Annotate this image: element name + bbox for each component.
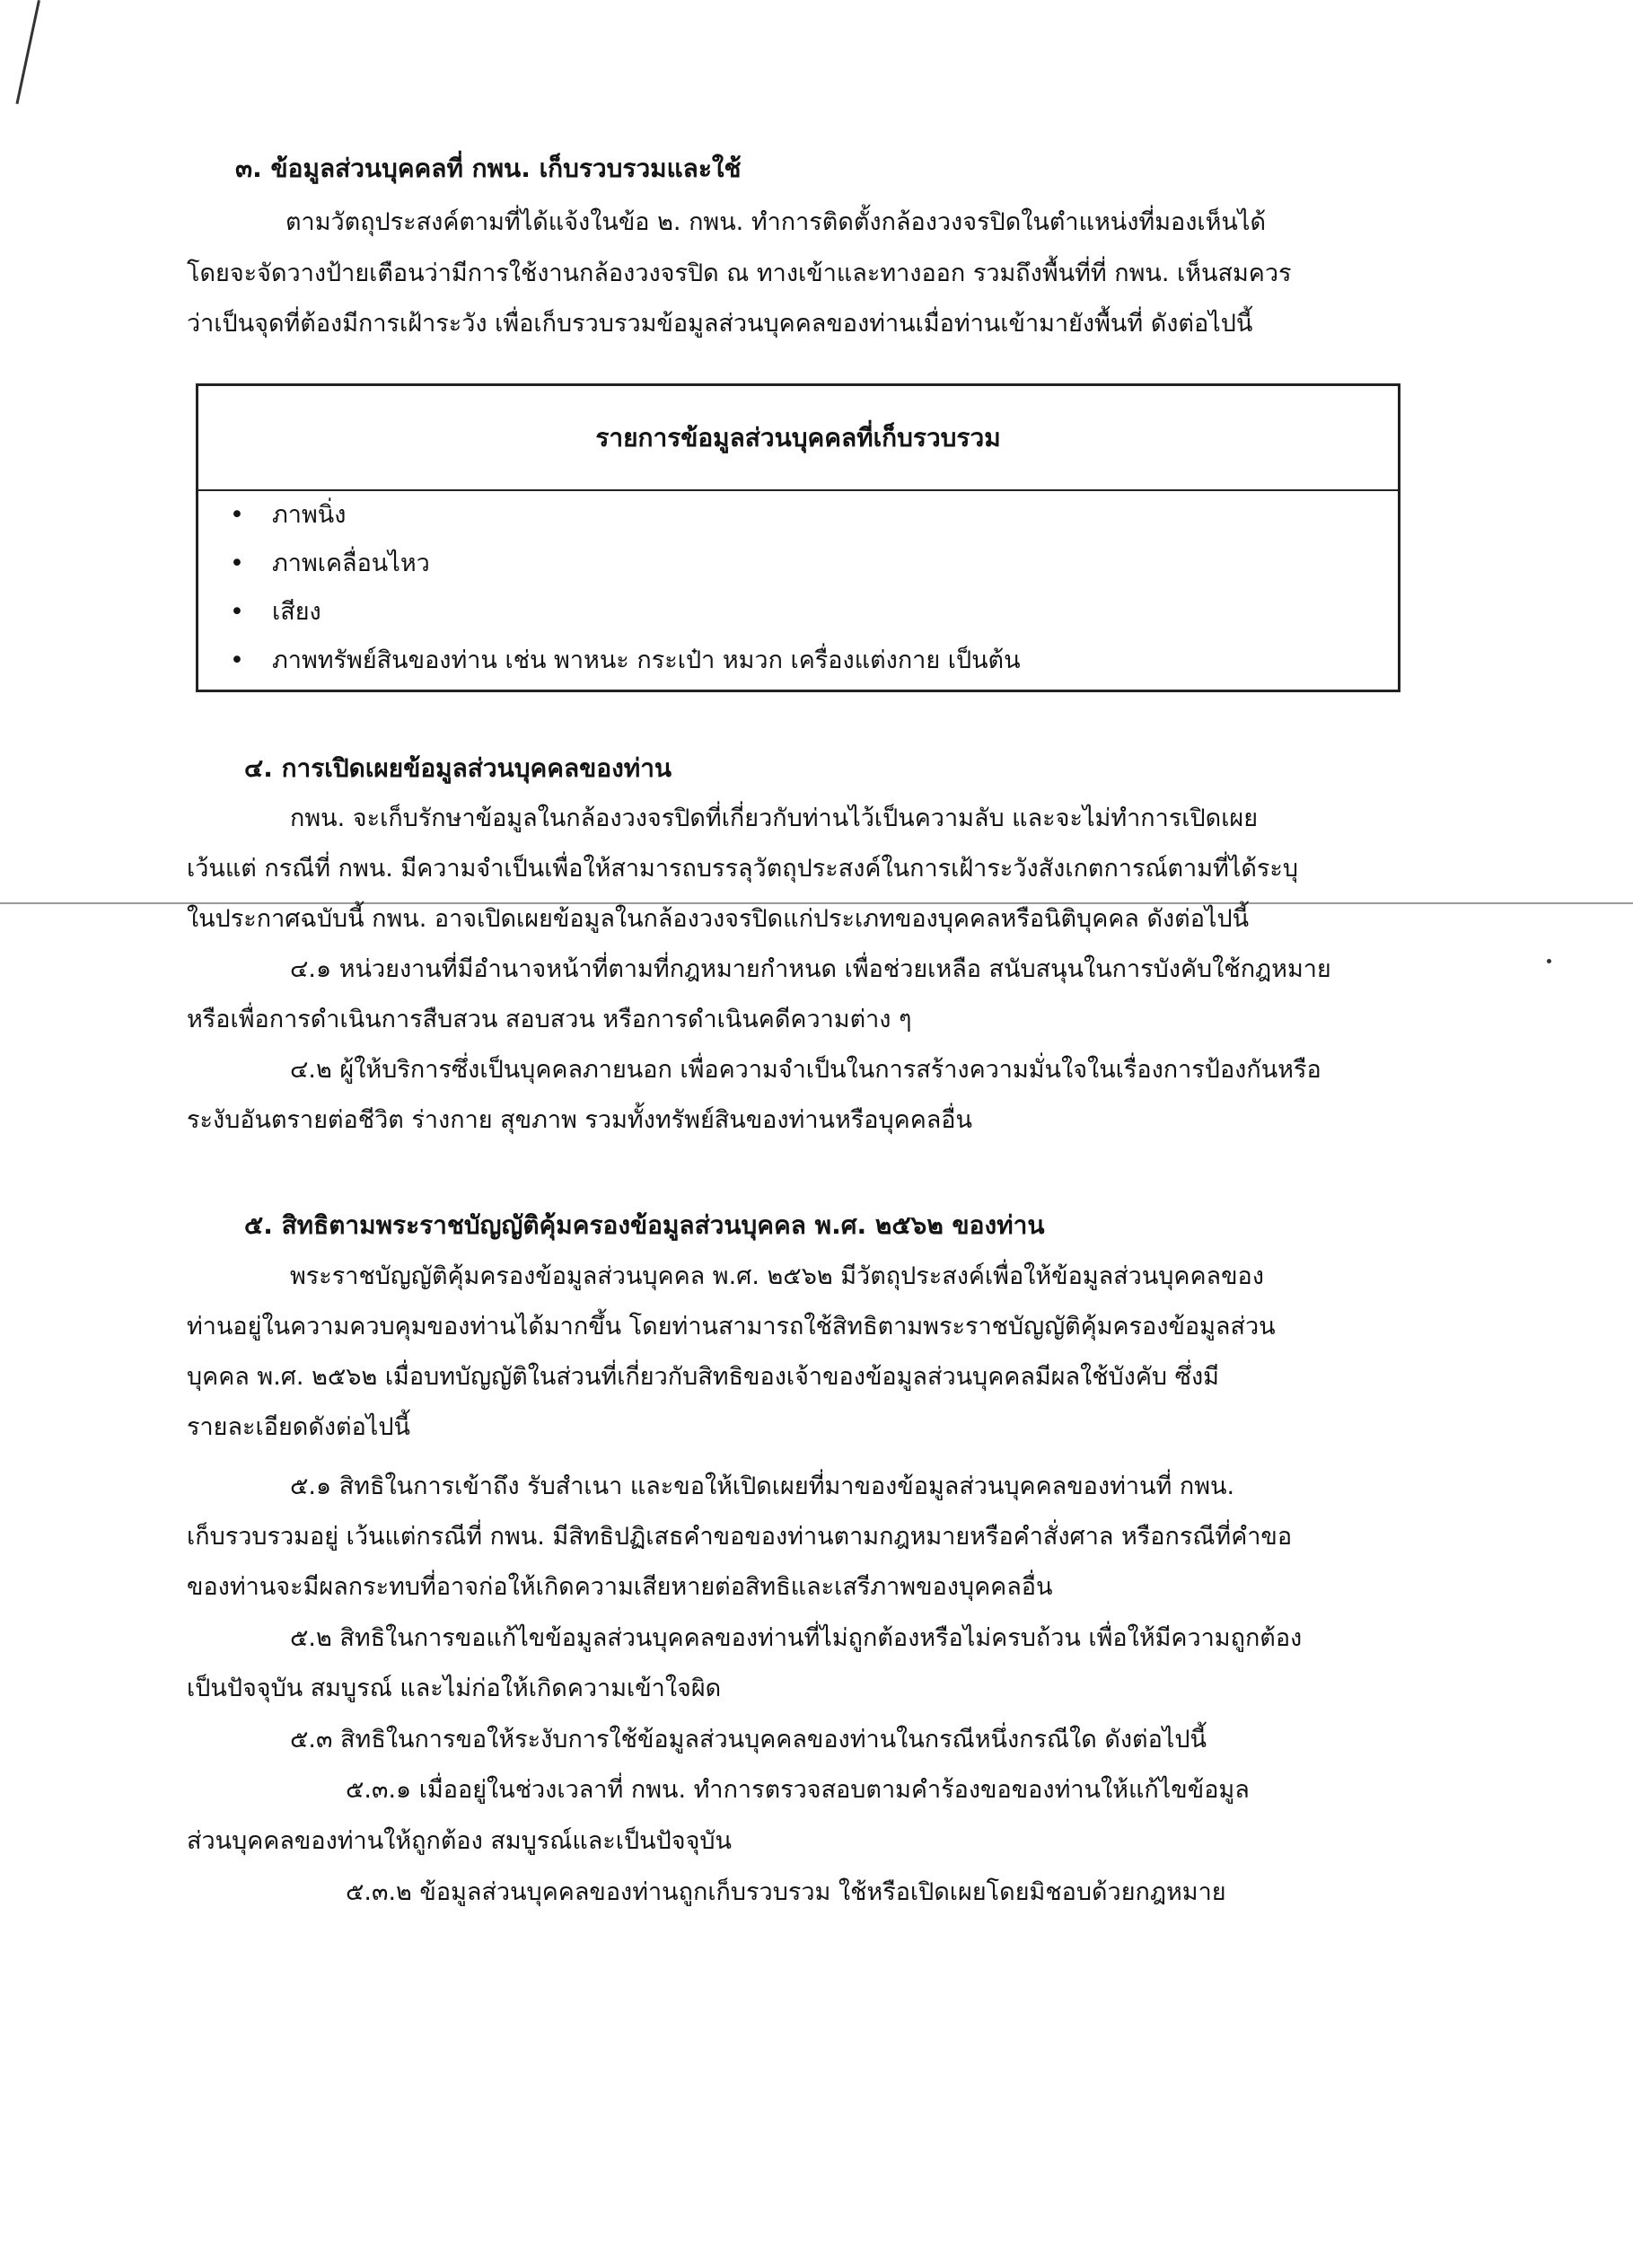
section-5-para-line: รายละเอียดดังต่อไปนี้ <box>187 1413 410 1441</box>
section-5-para-line: ท่านอยู่ในความควบคุมของท่านได้มากขึ้น โดยท่านสามารถใช้สิทธิตามพระราชบัญญัติคุ้มครองข้อมูลส่วน <box>187 1313 1276 1341</box>
section-5-1-line: ๕.๑ สิทธิในการเข้าถึง รับสำเนา และขอให้เปิดเผยที่มาของข้อมูลส่วนบุคคลของท่านที่ กพน. <box>290 1472 1235 1500</box>
bullet-icon: • <box>230 549 244 577</box>
list-item-text: ภาพนิ่ง <box>272 501 347 529</box>
section-3-para-line: ว่าเป็นจุดที่ต้องมีการเฝ้าระวัง เพื่อเก็บรวบรวมข้อมูลส่วนบุคคลของท่านเมื่อท่านเข้ามายังพื้นที่ ดังต่อไปนี้ <box>187 310 1253 338</box>
section-4-heading: ๔. การเปิดเผยข้อมูลส่วนบุคคลของท่าน <box>244 753 672 783</box>
bullet-icon: • <box>230 598 244 626</box>
list-item <box>198 499 1398 548</box>
section-5-1-line: ของท่านจะมีผลกระทบที่อาจก่อให้เกิดความเสียหายต่อสิทธิและเสรีภาพของบุคคลอื่น <box>187 1573 1053 1601</box>
section-3-heading: ๓. ข้อมูลส่วนบุคคลที่ กพน. เก็บรวบรวมและใช้ <box>235 154 742 183</box>
bullet-icon: • <box>230 646 244 674</box>
section-5-para-line: บุคคล พ.ศ. ๒๕๖๒ เมื่อบทบัญญัติในส่วนที่เกี่ยวกับสิทธิของเจ้าของข้อมูลส่วนบุคคลมีผลใช้บังคับ ซึ่งมี <box>187 1363 1219 1391</box>
section-3-para-line: ตามวัตถุประสงค์ตามที่ได้แจ้งในข้อ ๒. กพน. ทำการติดตั้งกล้องวงจรปิดในตำแหน่งที่มองเห็นได้ <box>285 208 1266 236</box>
list-item <box>198 645 1398 693</box>
list-item <box>198 548 1398 596</box>
scan-speck <box>1547 959 1551 963</box>
section-4-para-line: ในประกาศฉบับนี้ กพน. อาจเปิดเผยข้อมูลในกล้องวงจรปิดแก่ประเภทของบุคคลหรือนิติบุคคล ดังต่อไปนี้ <box>187 905 1250 933</box>
list-item-text: เสียง <box>272 598 321 626</box>
section-4-1-line: หรือเพื่อการดำเนินการสืบสวน สอบสวน หรือการดำเนินคดีความต่าง ๆ <box>187 1006 912 1033</box>
bullet-icon: • <box>230 501 244 529</box>
section-5-3-1-line: ๕.๓.๑ เมื่ออยู่ในช่วงเวลาที่ กพน. ทำการตรวจสอบตามคำร้องขอของท่านให้แก้ไขข้อมูล <box>346 1776 1250 1804</box>
section-3-para-line: โดยจะจัดวางป้ายเตือนว่ามีการใช้งานกล้องวงจรปิด ณ ทางเข้าและทางออก รวมถึงพื้นที่ที่ กพน. เห็นสมควร <box>187 259 1292 287</box>
section-5-para-line: พระราชบัญญัติคุ้มครองข้อมูลส่วนบุคคล พ.ศ. ๒๕๖๒ มีวัตถุประสงค์เพื่อให้ข้อมูลส่วนบุคคลของ <box>290 1262 1264 1290</box>
table-list <box>198 499 1398 693</box>
section-4-1-line: ๔.๑ หน่วยงานที่มีอำนาจหน้าที่ตามที่กฎหมายกำหนด เพื่อช่วยเหลือ สนับสนุนในการบังคับใช้กฎหมาย <box>290 955 1331 983</box>
section-5-3-2-line: ๕.๓.๒ ข้อมูลส่วนบุคคลของท่านถูกเก็บรวบรวม ใช้หรือเปิดเผยโดยมิชอบด้วยกฎหมาย <box>346 1878 1226 1906</box>
section-4-para-line: เว้นแต่ กรณีที่ กพน. มีความจำเป็นเพื่อให้สามารถบรรลุวัตถุประสงค์ในการเฝ้าระวังสังเกตการณ์ตามที่ได้ระบุ <box>187 855 1299 883</box>
section-5-3-1-line: ส่วนบุคคลของท่านให้ถูกต้อง สมบูรณ์และเป็นปัจจุบัน <box>187 1827 732 1855</box>
section-5-1-line: เก็บรวบรวมอยู่ เว้นแต่กรณีที่ กพน. มีสิทธิปฏิเสธคำขอของท่านตามกฎหมายหรือคำสั่งศาล หรือกรณีที่คำขอ <box>187 1523 1293 1551</box>
scan-edge-mark <box>15 0 40 104</box>
personal-data-table <box>196 383 1400 692</box>
section-5-3-line: ๕.๓ สิทธิในการขอให้ระงับการใช้ข้อมูลส่วนบุคคลของท่านในกรณีหนึ่งกรณีใด ดังต่อไปนี้ <box>290 1726 1207 1754</box>
section-4-2-line: ระงับอันตรายต่อชีวิต ร่างกาย สุขภาพ รวมทั้งทรัพย์สินของท่านหรือบุคคลอื่น <box>187 1106 972 1134</box>
section-5-heading: ๕. สิทธิตามพระราชบัญญัติคุ้มครองข้อมูลส่วนบุคคล พ.ศ. ๒๕๖๒ ของท่าน <box>244 1210 1045 1240</box>
section-4-2-line: ๔.๒ ผู้ให้บริการซึ่งเป็นบุคคลภายนอก เพื่อความจำเป็นในการสร้างความมั่นใจในเรื่องการป้องกันหรือ <box>290 1056 1321 1084</box>
section-4-para-line: กพน. จะเก็บรักษาข้อมูลในกล้องวงจรปิดที่เกี่ยวกับท่านไว้เป็นความลับ และจะไม่ทำการเปิดเผย <box>290 804 1259 832</box>
section-5-2-line: ๕.๒ สิทธิในการขอแก้ไขข้อมูลส่วนบุคคลของท่านที่ไม่ถูกต้องหรือไม่ครบถ้วน เพื่อให้มีความถูกต้อง <box>290 1624 1303 1652</box>
list-item-text: ภาพเคลื่อนไหว <box>272 549 430 577</box>
list-item-text: ภาพทรัพย์สินของท่าน เช่น พาหนะ กระเป๋า หมวก เครื่องแต่งกาย เป็นต้น <box>272 646 1021 674</box>
table-header: รายการข้อมูลส่วนบุคคลที่เก็บรวบรวม <box>198 386 1398 491</box>
list-item <box>198 596 1398 645</box>
section-5-2-line: เป็นปัจจุบัน สมบูรณ์ และไม่ก่อให้เกิดความเข้าใจผิด <box>187 1675 722 1702</box>
